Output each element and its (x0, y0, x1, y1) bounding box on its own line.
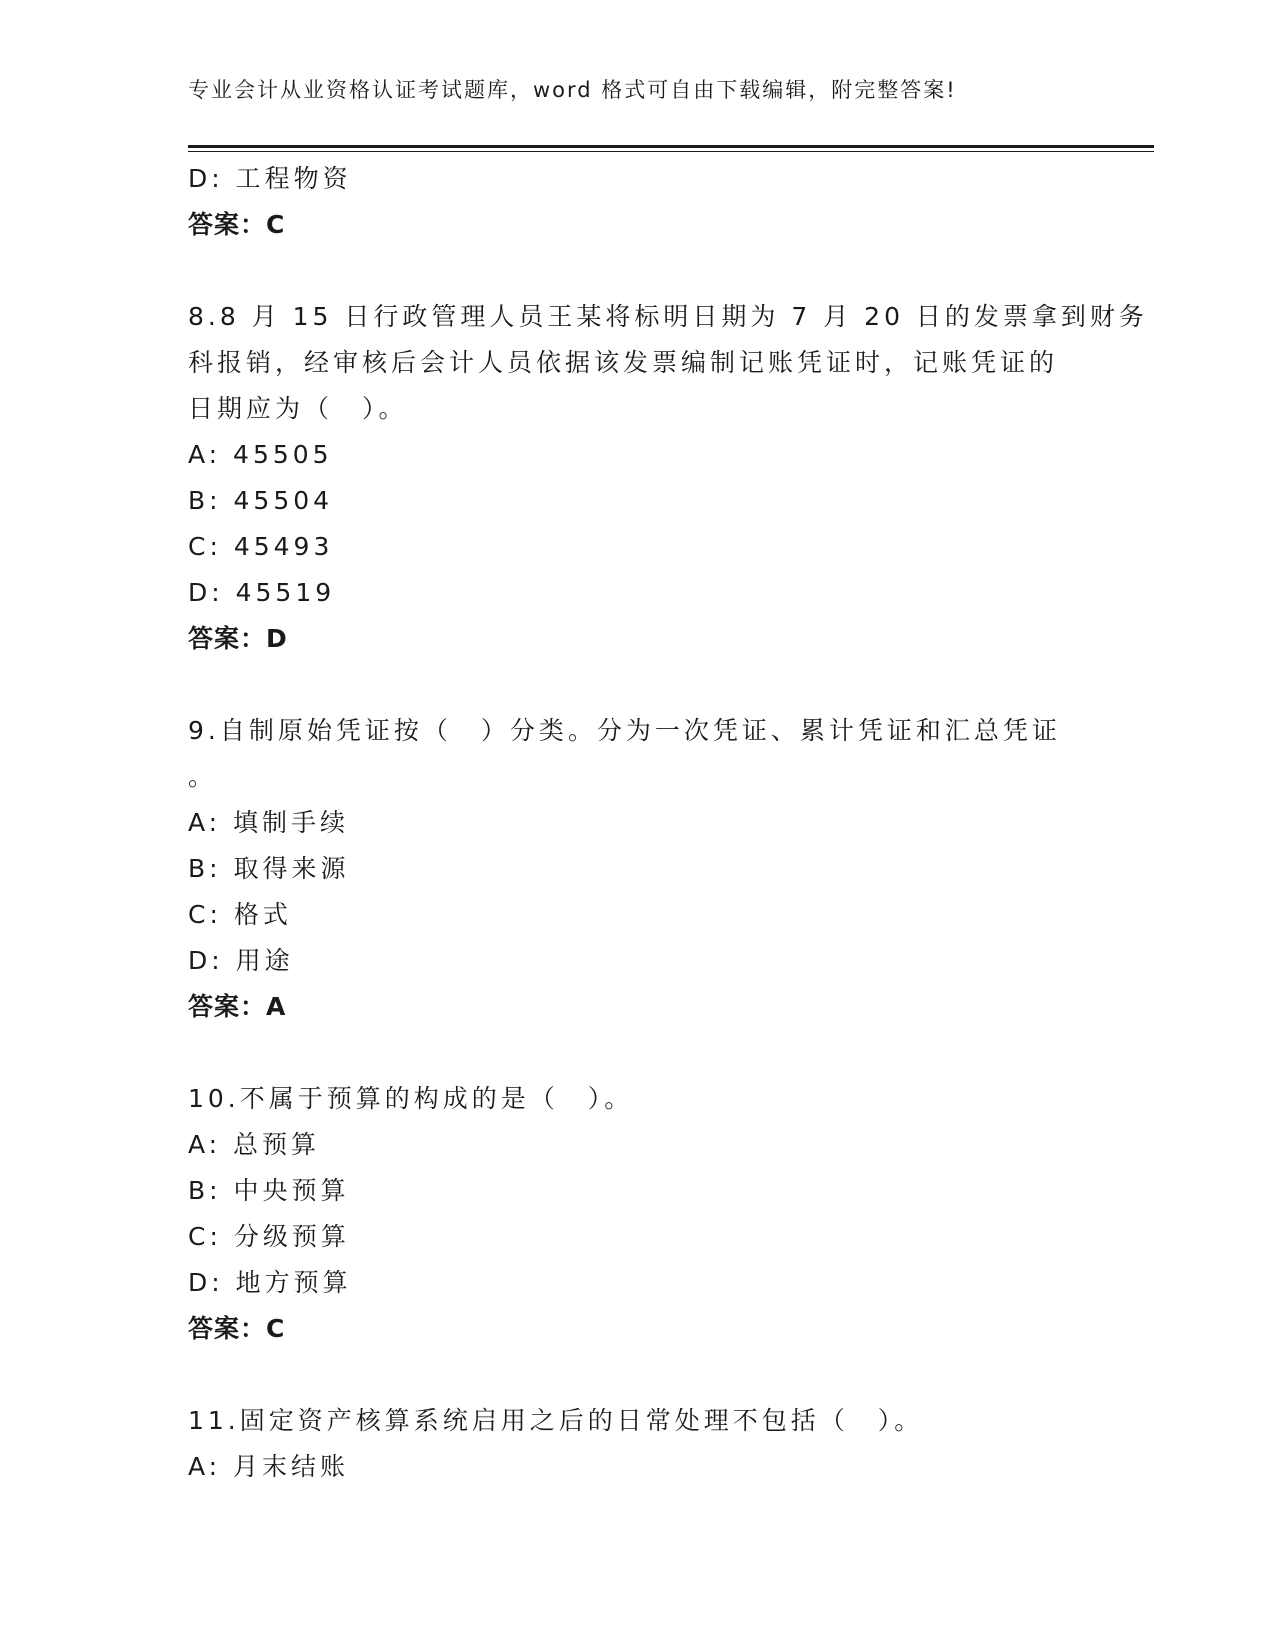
option-d: D: 地方预算 (188, 1268, 352, 1297)
answer-line: 答案：D (188, 624, 288, 653)
question-text-line: 10.不属于预算的构成的是（ ）。 (188, 1084, 634, 1113)
question-text-line: 科报销，经审核后会计人员依据该发票编制记账凭证时，记账凭证的 (188, 348, 1059, 377)
option-c: C: 45493 (188, 532, 334, 561)
question-content (188, 156, 1148, 1490)
spacer (188, 1352, 1088, 1398)
question-text-line: 11.固定资产核算系统启用之后的日常处理不包括（ ）。 (188, 1406, 924, 1435)
header-rule-thin (188, 151, 1154, 152)
spacer (188, 662, 1088, 708)
option-b: B: 取得来源 (188, 854, 350, 883)
question-text-line: 8.8 月 15 日行政管理人员王某将标明日期为 7 月 20 日的发票拿到财务 (188, 302, 1148, 331)
option-c: C: 格式 (188, 900, 292, 929)
question-10 (188, 1076, 1088, 1352)
answer-line: 答案：C (188, 1314, 286, 1343)
previous-question-tail (188, 156, 1088, 248)
answer-line: 答案：A (188, 992, 287, 1021)
option-d: D: 工程物资 (188, 164, 352, 193)
question-8 (188, 294, 1148, 662)
answer-line: 答案：C (188, 210, 286, 239)
header-rule-thick (188, 145, 1154, 148)
question-text-line: 。 (188, 762, 218, 791)
option-d: D: 45519 (188, 578, 336, 607)
option-b: B: 45504 (188, 486, 334, 515)
question-11 (188, 1398, 1088, 1490)
page-header: 专业会计从业资格认证考试题库，word 格式可自由下载编辑，附完整答案! (188, 78, 957, 102)
spacer (188, 248, 1088, 294)
option-a: A: 总预算 (188, 1130, 321, 1159)
option-b: B: 中央预算 (188, 1176, 350, 1205)
option-a: A: 45505 (188, 440, 333, 469)
option-d: D: 用途 (188, 946, 294, 975)
option-a: A: 月末结账 (188, 1452, 350, 1481)
question-9 (188, 708, 1088, 1030)
question-text-line: 日期应为（ ）。 (188, 394, 408, 423)
spacer (188, 1030, 1088, 1076)
question-text-line: 9.自制原始凭证按（ ）分类。分为一次凭证、累计凭证和汇总凭证 (188, 716, 1061, 745)
option-a: A: 填制手续 (188, 808, 350, 837)
option-c: C: 分级预算 (188, 1222, 350, 1251)
